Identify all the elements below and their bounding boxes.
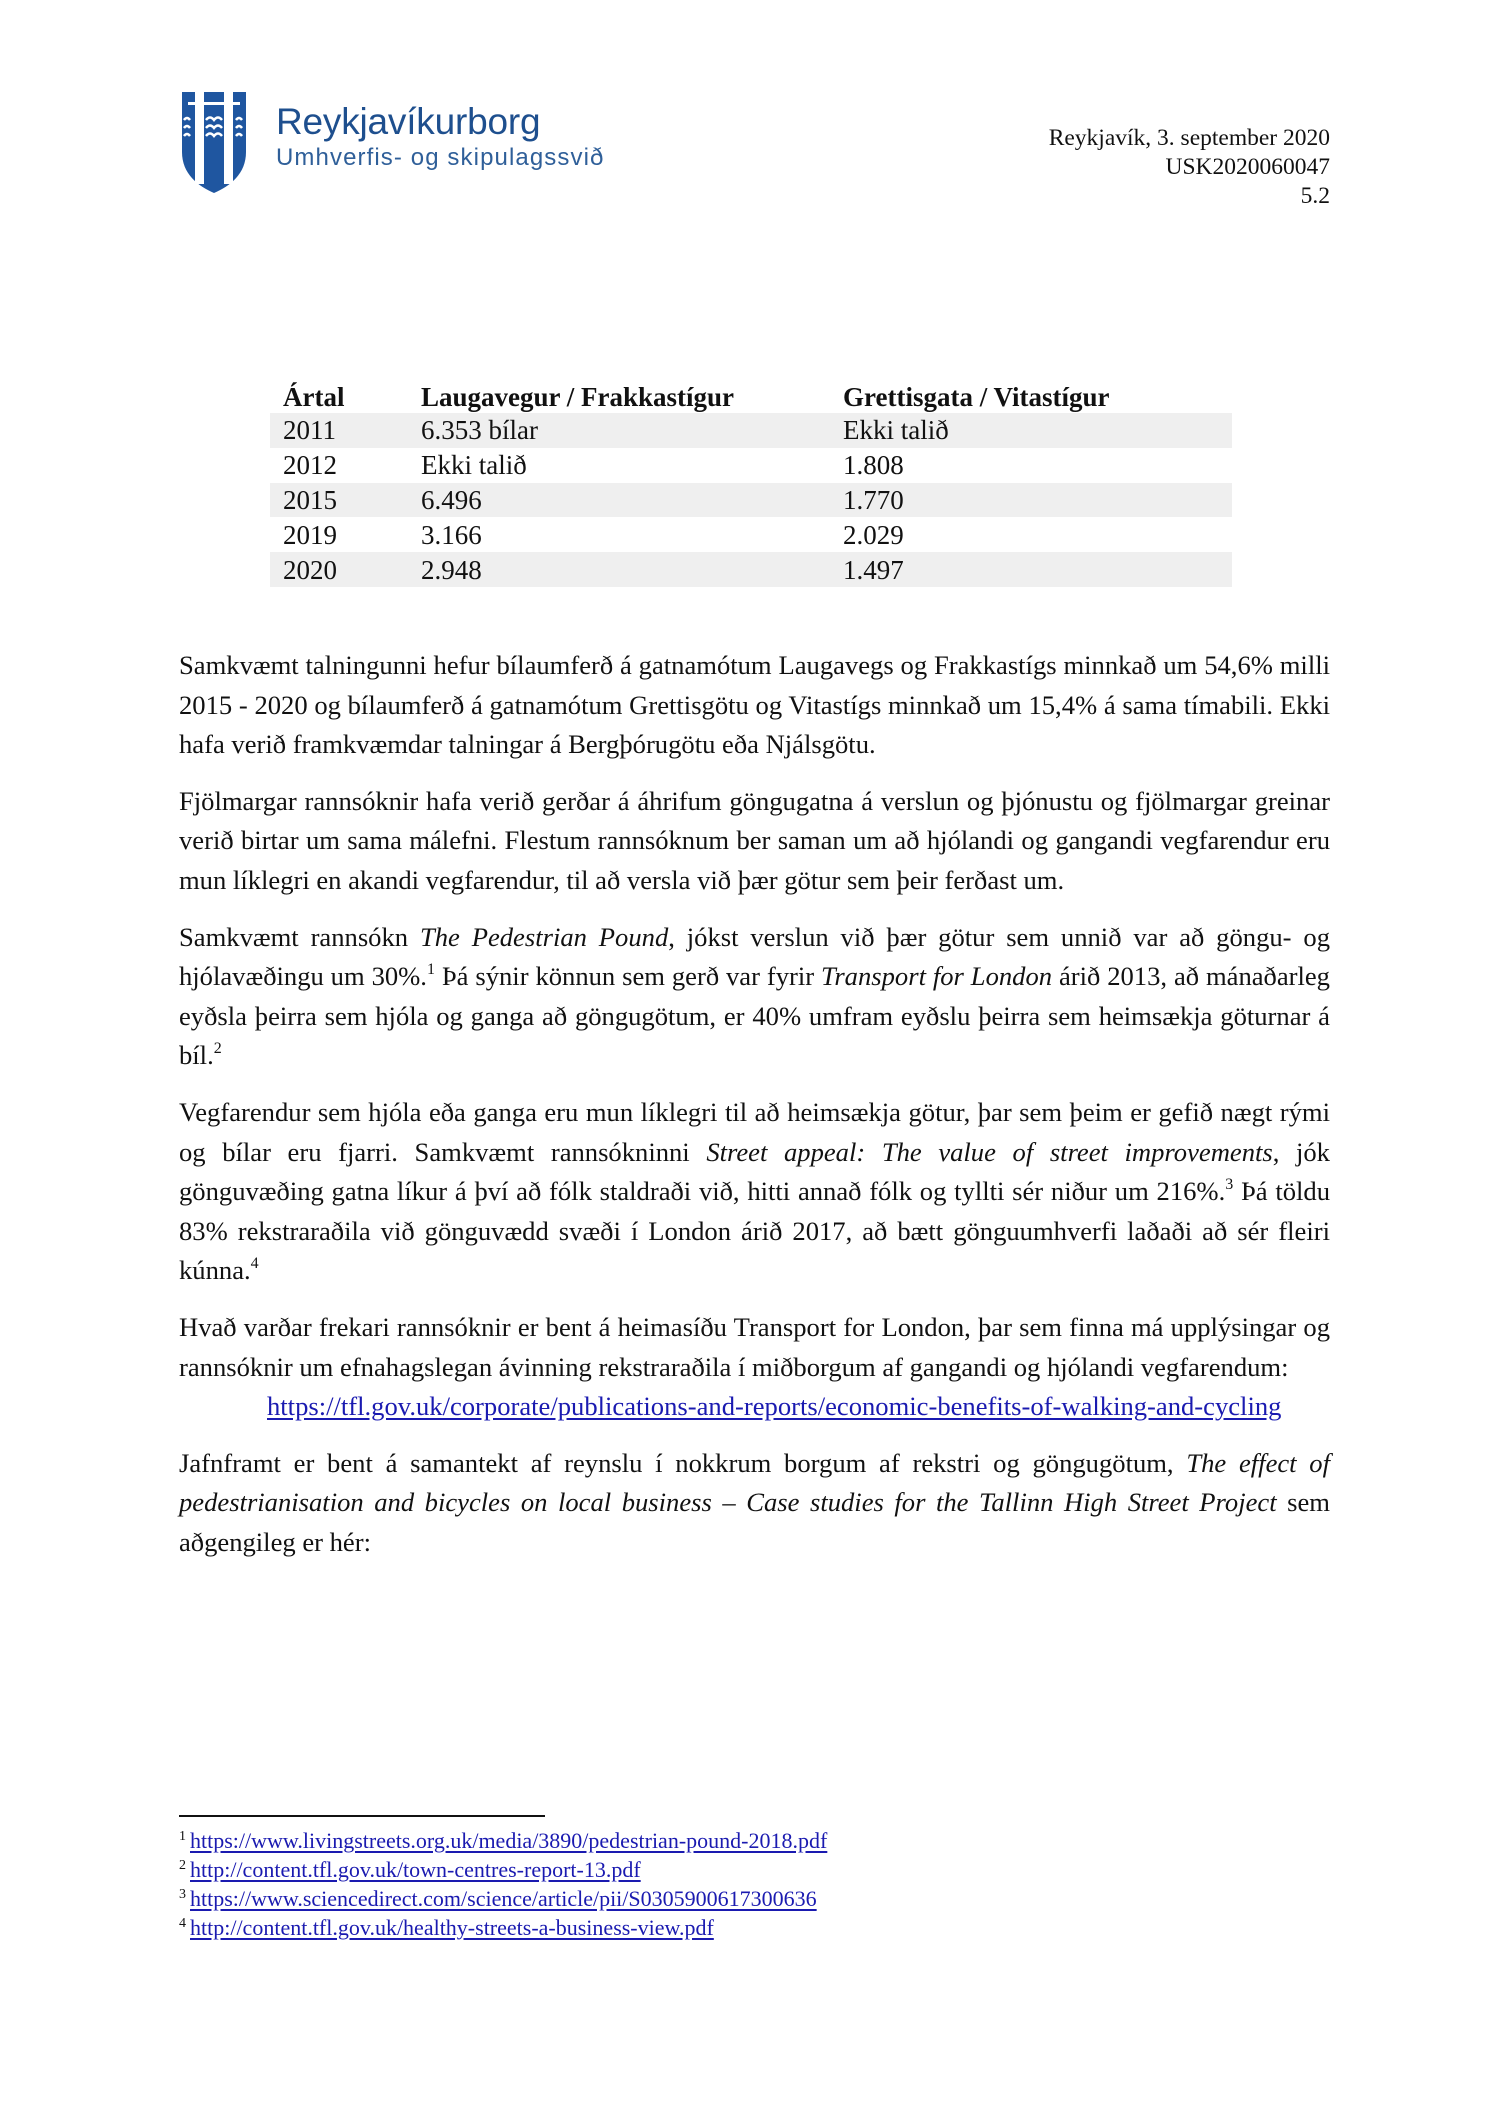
footnote-link-4[interactable]: http://content.tfl.gov.uk/healthy-streets-a-business-view.pdf xyxy=(190,1915,714,1940)
footnote-ref-1[interactable]: 1 xyxy=(426,961,435,979)
cell-laugavegur: 6.496 xyxy=(421,483,843,518)
footnote-3: $^3$ https://www.sciencedirect.com/science/article/pii/S0305900617300636 xyxy=(179,1886,817,1911)
logo-text xyxy=(276,102,604,173)
footnote-link-1[interactable]: https://www.livingstreets.org.uk/media/3890/pedestrian-pound-2018.pdf xyxy=(190,1828,828,1853)
cell-grettisgata: Ekki talið xyxy=(843,413,1232,448)
footnote-link-2[interactable]: http://content.tfl.gov.uk/town-centres-report-13.pdf xyxy=(190,1857,641,1882)
department-name: Umhverfis- og skipulagssvið xyxy=(276,144,605,171)
case-number: USK2020060047 xyxy=(1165,154,1330,180)
cell-laugavegur: 6.353 bílar xyxy=(421,413,843,448)
cell-year: 2019 xyxy=(283,519,337,550)
table-row xyxy=(270,413,1232,448)
footnote-4: $^4$ http://content.tfl.gov.uk/healthy-streets-a-business-view.pdf xyxy=(179,1915,714,1940)
paragraph-tallinn-case-studies: Jafnframt er bent á samantekt af reynslu í nokkrum borgum af rekstri og göngugötum, The effect of pedestrianisation and bicycles on local business – Case studies for the Tallinn High Street Project sem aðgengileg er hér: xyxy=(179,1447,1330,1557)
column-header-laugavegur: Laugavegur / Frakkastígur xyxy=(421,382,735,412)
footnotes xyxy=(179,1826,827,1942)
footnote-separator xyxy=(179,1815,545,1817)
cell-laugavegur: 2.948 xyxy=(421,552,843,587)
column-header-year: Ártal xyxy=(283,382,345,412)
footnote-ref-4[interactable]: 4 xyxy=(250,1255,259,1273)
cell-laugavegur: 3.166 xyxy=(421,519,482,550)
footnote-ref-3[interactable]: 3 xyxy=(1225,1176,1234,1194)
cell-laugavegur: Ekki talið xyxy=(421,450,527,481)
cell-grettisgata: 1.808 xyxy=(843,450,904,481)
traffic-count-table xyxy=(270,381,1232,587)
tfl-economic-benefits-link[interactable]: https://tfl.gov.uk/corporate/publications-and-reports/economic-benefits-of-walking-and-cycling xyxy=(267,1391,1282,1422)
cited-title: The Pedestrian Pound xyxy=(419,921,669,952)
footnote-1: $^1$ https://www.livingstreets.org.uk/media/3890/pedestrian-pound-2018.pdf xyxy=(179,1828,828,1853)
table-row xyxy=(270,552,1232,587)
organization-name: Reykjavíkurborg xyxy=(276,101,541,142)
cell-year: 2011 xyxy=(270,413,421,448)
footnote-2: $^2$ http://content.tfl.gov.uk/town-centres-report-13.pdf xyxy=(179,1857,641,1882)
item-number: 5.2 xyxy=(1300,183,1330,209)
cited-title: The effect of pedestrianisation and bicycles on local business – Case studies for the Tallinn High Street Project xyxy=(179,1447,1330,1518)
paragraph-tfl-research: Hvað varðar frekari rannsóknir er bent á heimasíðu Transport for London, þar sem finna má upplýsingar og rannsóknir um efnahagslegan ávinning rekstraraðila í miðborgum af gangandi og hjólandi vegfarendum: https://tfl.gov.uk/corporate/publications-and-reports/economic-benefits-of-walking-and-cycling xyxy=(179,1308,1330,1427)
cell-year: 2012 xyxy=(283,450,337,481)
cited-organization: Transport for London xyxy=(821,961,1053,992)
table-row xyxy=(270,448,1232,483)
footnote-ref-2[interactable]: 2 xyxy=(213,1040,222,1058)
footnote-link-3[interactable]: https://www.sciencedirect.com/science/article/pii/S0305900617300636 xyxy=(190,1886,817,1911)
paragraph-research-overview: Fjölmargar rannsóknir hafa verið gerðar á áhrifum göngugatna á verslun og þjónustu og fjölmargar greinar verið birtar um sama málefni. Flestum rannsóknum ber saman um að hjólandi og gangandi vegfarendur eru mun líklegri en akandi vegfarendur, til að versla við þær götur sem þeir ferðast um. xyxy=(179,785,1330,895)
document-meta xyxy=(1049,124,1330,211)
paragraph-pedestrian-pound: Samkvæmt rannsókn The Pedestrian Pound, jókst verslun við þær götur sem unnið var að göngu- og hjólavæðingu um 30%.$^1$ Þá sýnir könnun sem gerð var fyrir Transport for London árið 2013, að mánaðarleg eyðsla þeirra sem hjóla og ganga að göngugötum, er 40% umfram eyðslu þeirra sem heimsækja göturnar á bíl.$^2$ xyxy=(179,921,1330,1071)
cell-grettisgata: 1.770 xyxy=(843,483,1232,518)
cell-year: 2015 xyxy=(270,483,421,518)
table-header-row xyxy=(270,381,1232,413)
organization-logo xyxy=(180,88,620,198)
paragraph-street-appeal: Vegfarendur sem hjóla eða ganga eru mun líklegri til að heimsækja götur, þar sem þeim er gefið nægt rými og bílar eru fjarri. Samkvæmt rannsókninni Street appeal: The value of street improvements, jók gönguvæðing gatna líkur á því að fólk staldraði við, hitti annað fólk og tyllti sér niður um 216%.$^3$ Þá töldu 83% rekstraraðila við gönguvædd svæði í London árið 2017, að bætt gönguumhverfi laðaði að sér fleiri kúnna.$^4$ xyxy=(179,1096,1331,1286)
paragraph-traffic-summary: Samkvæmt talningunni hefur bílaumferð á gatnamótum Laugavegs og Frakkastígs minnkað um 54,6% milli 2015 - 2020 og bílaumferð á gatnamótum Grettisgötu og Vitastígs minnkað um 15,4% á sama tímabili. Ekki hafa verið framkvæmdar talningar á Bergþórugötu eða Njálsgötu. xyxy=(179,650,1330,760)
coat-of-arms-shield-icon xyxy=(180,90,248,194)
cell-year: 2020 xyxy=(270,552,421,587)
body-text xyxy=(179,646,1330,1579)
column-header-grettisgata: Grettisgata / Vitastígur xyxy=(843,382,1110,412)
cell-grettisgata: 1.497 xyxy=(843,552,1232,587)
cell-grettisgata: 2.029 xyxy=(843,519,904,550)
place-date: Reykjavík, 3. september 2020 xyxy=(1048,125,1330,151)
table-row xyxy=(270,483,1232,518)
cited-title: Street appeal: The value of street improvements xyxy=(706,1136,1273,1167)
table-row xyxy=(270,517,1232,552)
